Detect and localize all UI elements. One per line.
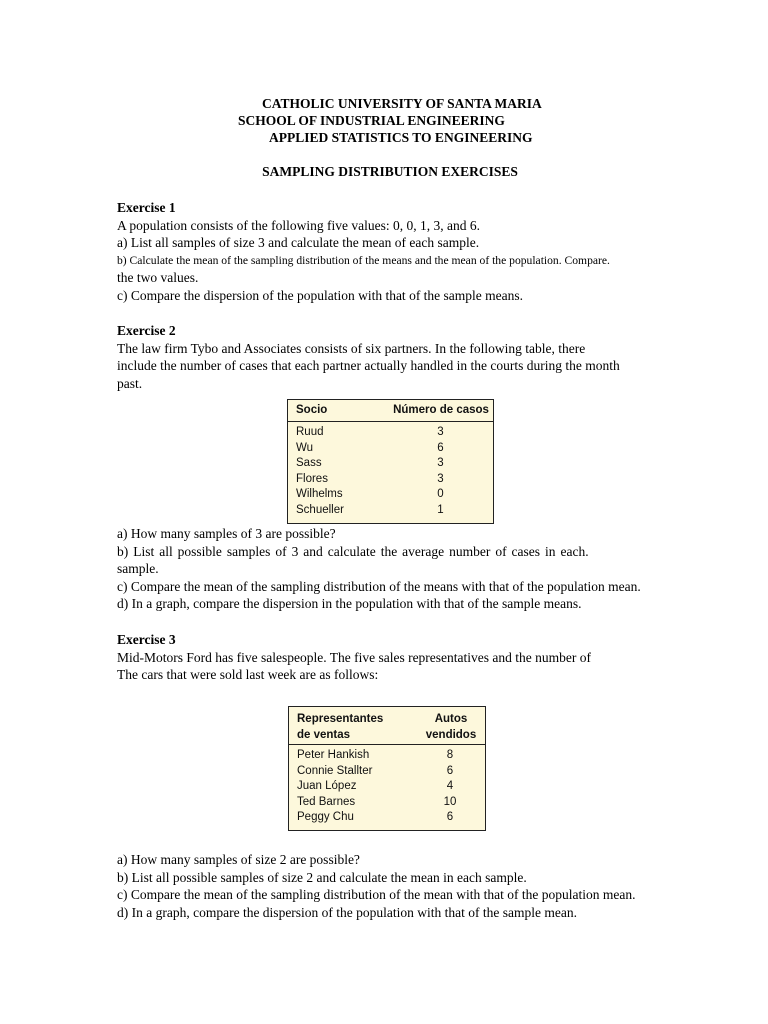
exercise-1-item-b: b) Calculate the mean of the sampling distribution of the means and the mean of the population. Compare. xyxy=(117,253,610,267)
exercise-3-intro-line-1: Mid-Motors Ford has five salespeople. The five sales representatives and the number of xyxy=(117,649,591,665)
exercise-2-title: Exercise 2 xyxy=(117,323,176,338)
table-row xyxy=(289,779,485,795)
table-header xyxy=(288,400,493,422)
partner-name: Schueller xyxy=(296,503,344,516)
exercise-1-item-a: a) List all samples of size 3 and calculate the mean of each sample. xyxy=(117,235,480,251)
exercise-2-intro-line-3: past. xyxy=(117,375,143,391)
exercise-2-intro-line-1: The law firm Tybo and Associates consists of six partners. In the following table, there xyxy=(117,340,586,356)
exercise-3-item-c: c) Compare the mean of the sampling distribution of the mean with that of the population mean. xyxy=(117,887,636,903)
exercise-3-item-a: a) How many samples of size 2 are possible? xyxy=(117,852,360,867)
exercise-3-title: Exercise 3 xyxy=(117,632,176,647)
representative-name: Juan López xyxy=(297,780,357,793)
partner-name: Flores xyxy=(296,472,328,485)
partner-name: Ruud xyxy=(296,426,324,438)
case-count: 3 xyxy=(437,457,444,470)
representative-name: Peggy Chu xyxy=(297,811,354,824)
partners-cases-table xyxy=(287,399,494,524)
cars-sold: 8 xyxy=(446,749,454,761)
exercise-3-item-d: d) In a graph, compare the dispersion of the population with that of the sample mean. xyxy=(117,904,577,920)
partner-name: Wu xyxy=(296,441,314,454)
case-count: 3 xyxy=(437,426,444,438)
case-count: 6 xyxy=(437,441,444,454)
column-header-line: vendidos xyxy=(425,728,477,741)
representative-name: Peter Hankish xyxy=(297,749,370,761)
exercise-2-item-c: c) Compare the mean of the sampling distribution of the means with that of the population mean. xyxy=(117,578,641,594)
exercise-2-item-b: b) List all possible samples of 3 and calculate the average number of cases in each. xyxy=(117,543,589,559)
table-row xyxy=(288,472,493,488)
column-header-line: Representantes xyxy=(297,713,384,725)
representative-name: Connie Stallter xyxy=(297,764,373,777)
exercise-1-intro: A population consists of the following five values: 0, 0, 1, 3, and 6. xyxy=(117,217,480,233)
document-title: SAMPLING DISTRIBUTION EXERCISES xyxy=(262,164,518,179)
exercise-3-intro-line-2: The cars that were sold last week are as follows: xyxy=(117,667,379,683)
cars-sold: 6 xyxy=(446,811,454,824)
table-row xyxy=(288,487,493,503)
exercise-2 xyxy=(117,322,637,392)
table-row xyxy=(288,503,493,519)
partner-name: Sass xyxy=(296,457,322,470)
cars-sold: 6 xyxy=(446,764,454,777)
exercise-2-item-d: d) In a graph, compare the dispersion in the population with that of the sample means. xyxy=(117,596,582,612)
exercise-1-item-c: c) Compare the dispersion of the population with that of the sample means. xyxy=(117,287,524,303)
table-body xyxy=(288,422,493,519)
table-row xyxy=(289,764,485,780)
column-header-line: Autos xyxy=(434,713,468,725)
exercise-1-title: Exercise 1 xyxy=(117,200,176,215)
case-count: 0 xyxy=(437,488,444,501)
exercise-2-item-b-continued: sample. xyxy=(117,561,159,577)
course-name: APPLIED STATISTICS TO ENGINEERING xyxy=(269,130,533,145)
exercise-1 xyxy=(117,199,657,305)
table-row xyxy=(288,456,493,472)
sales-representatives-table xyxy=(288,706,486,831)
table-body xyxy=(289,745,485,826)
table-header xyxy=(289,707,485,745)
exercise-3-item-b: b) List all possible samples of size 2 and calculate the mean in each sample. xyxy=(117,869,527,885)
table-row xyxy=(289,795,485,811)
exercise-2-questions xyxy=(117,525,657,613)
case-count: 3 xyxy=(437,472,444,485)
exercise-3-questions xyxy=(117,851,657,921)
table-row xyxy=(288,425,493,441)
table-row xyxy=(289,748,485,764)
representative-name: Ted Barnes xyxy=(297,795,356,808)
column-header-numero-de-casos: Número de casos xyxy=(393,404,489,416)
column-header-autos-vendidos xyxy=(417,712,485,743)
cars-sold: 4 xyxy=(446,780,454,793)
university-name: CATHOLIC UNIVERSITY OF SANTA MARIA xyxy=(262,96,542,111)
column-header-representantes xyxy=(297,712,383,743)
table-row xyxy=(288,441,493,457)
case-count: 1 xyxy=(437,503,444,516)
exercise-3 xyxy=(117,631,657,684)
table-row xyxy=(289,810,485,826)
exercise-1-item-b-continued: the two values. xyxy=(117,270,199,286)
exercise-2-intro-line-2: include the number of cases that each partner actually handled in the courts during the month xyxy=(117,358,620,374)
school-name: SCHOOL OF INDUSTRIAL ENGINEERING xyxy=(238,113,505,128)
column-header-socio: Socio xyxy=(296,404,328,416)
column-header-line: de ventas xyxy=(297,728,351,741)
partner-name: Wilhelms xyxy=(296,488,343,501)
cars-sold: 10 xyxy=(443,795,457,808)
exercise-2-item-a: a) How many samples of 3 are possible? xyxy=(117,526,336,541)
